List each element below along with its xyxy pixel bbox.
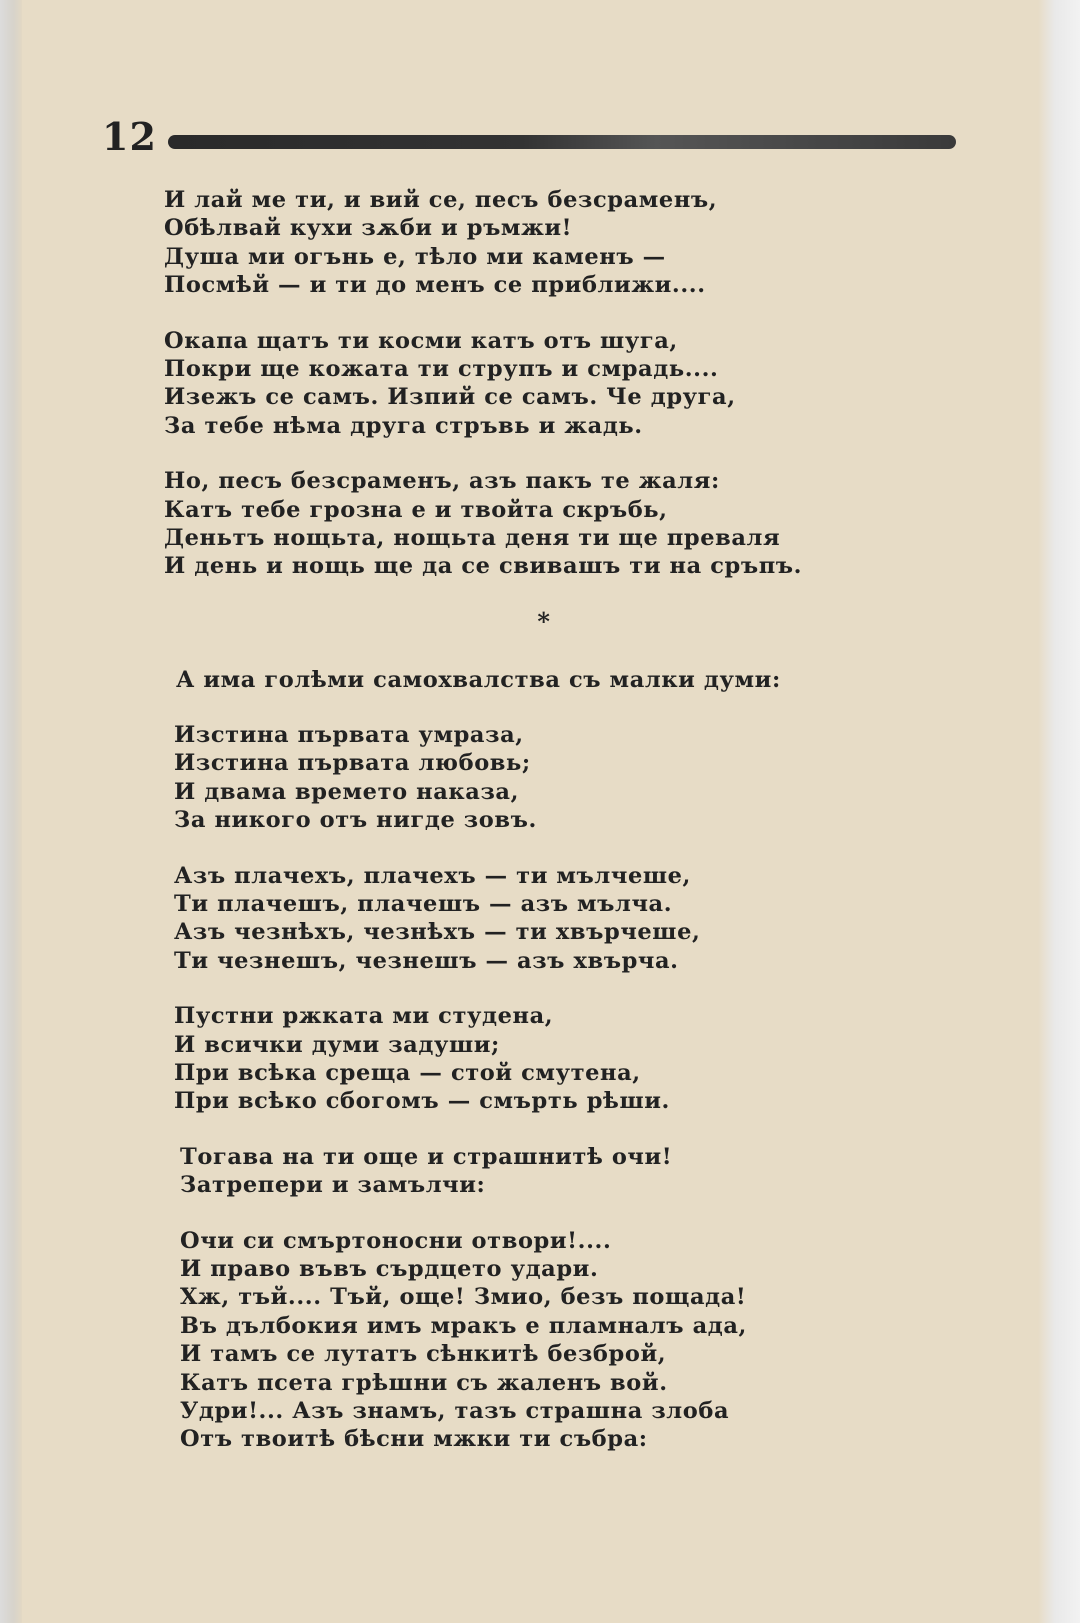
poem-line: Но, песъ безсраменъ, азъ пакъ те жаля: (164, 468, 720, 495)
poem-line: Деньтъ нощьта, нощьта деня ти ще преваля (164, 524, 781, 551)
poem-line: Покри ще кожата ти струпъ и смрадь.... (164, 355, 719, 382)
poem-line: При всѣко сбогомъ — смърть рѣши. (174, 1088, 670, 1115)
poem-line: Обѣлвай кухи зѫби и ръмжи! (164, 215, 573, 242)
scan-right-margin (1038, 0, 1080, 1623)
stanza-4 (174, 721, 804, 835)
poem-text (164, 186, 804, 1481)
poem-line: И тамъ се лутатъ сѣнкитѣ безброй, (180, 1341, 667, 1368)
prose-text: А има голѣми самохвалства съ малки думи: (176, 666, 781, 693)
poem-line: Отъ твоитѣ бѣсни мжки ти събра: (180, 1426, 648, 1453)
poem-line: Очи си смъртоносни отвори!.... (180, 1227, 612, 1254)
poem-line: За никого отъ нигде зовъ. (174, 807, 537, 834)
poem-line: Ти плачешъ, плачешъ — азъ мълча. (174, 891, 673, 918)
poem-line: Удри!... Азъ знамъ, тазъ страшна злоба (180, 1397, 730, 1424)
poem-line: Душа ми огънь е, тѣло ми каменъ — (164, 243, 666, 270)
poem-line: Катъ псета грѣшни съ жаленъ вой. (180, 1369, 668, 1396)
stanza-8 (180, 1227, 804, 1454)
stanza-7 (180, 1143, 804, 1200)
stanza-6 (174, 1002, 804, 1116)
poem-line: Изстина първата умраза, (174, 722, 524, 749)
page-number: 12 (102, 114, 157, 159)
poem-line: И право въвъ сърдцето удари. (180, 1255, 599, 1282)
poem-line: Въ дълбокия имъ мракъ е пламналъ ада, (180, 1312, 747, 1339)
prose-line (176, 666, 804, 694)
section-separator: * (537, 606, 551, 636)
poem-line: Азъ чезнѣхъ, чезнѣхъ — ти хвърчеше, (174, 919, 701, 946)
scan-left-margin (0, 0, 22, 1623)
poem-line: И день и нощь ще да се свивашъ ти на сръпъ. (164, 553, 803, 580)
poem-line: За тебе нѣма друга стръвь и жадь. (164, 412, 643, 439)
poem-line: Затрепери и замълчи: (180, 1172, 486, 1199)
poem-line: Азъ плачехъ, плачехъ — ти мълчеше, (174, 862, 691, 889)
stanza-1 (164, 186, 804, 300)
poem-line: И всички думи задуши; (174, 1031, 500, 1058)
poem-line: Катъ тебе грозна е и твойта скръбь, (164, 496, 668, 523)
poem-line: Хж, тъй.... Тъй, още! Змио, безъ пощада! (180, 1284, 747, 1311)
poem-line: Ти чезнешъ, чезнешъ — азъ хвърча. (174, 947, 679, 974)
poem-line: И двама времето наказа, (174, 778, 520, 805)
poem-line: И лай ме ти, и вий се, песъ безсраменъ, (164, 187, 718, 213)
poem-line: Посмѣй — и ти до менъ се приближи.... (164, 272, 706, 299)
poem-line: Окапа щатъ ти косми катъ отъ шуга, (164, 327, 678, 354)
poem-line: Пустни ржката ми студена, (174, 1003, 554, 1030)
poem-line: Тогава на ти още и страшнитѣ очи! (180, 1143, 673, 1170)
stanza-3 (164, 467, 804, 581)
stanza-2 (164, 327, 804, 441)
stanza-5 (174, 862, 804, 976)
poem-line: Изстина първата любовь; (174, 750, 531, 777)
poem-line: Изежъ се самъ. Изпий се самъ. Че друга, (164, 384, 736, 411)
header-rule (168, 135, 956, 149)
poem-line: При всѣка среща — стой смутена, (174, 1059, 641, 1086)
